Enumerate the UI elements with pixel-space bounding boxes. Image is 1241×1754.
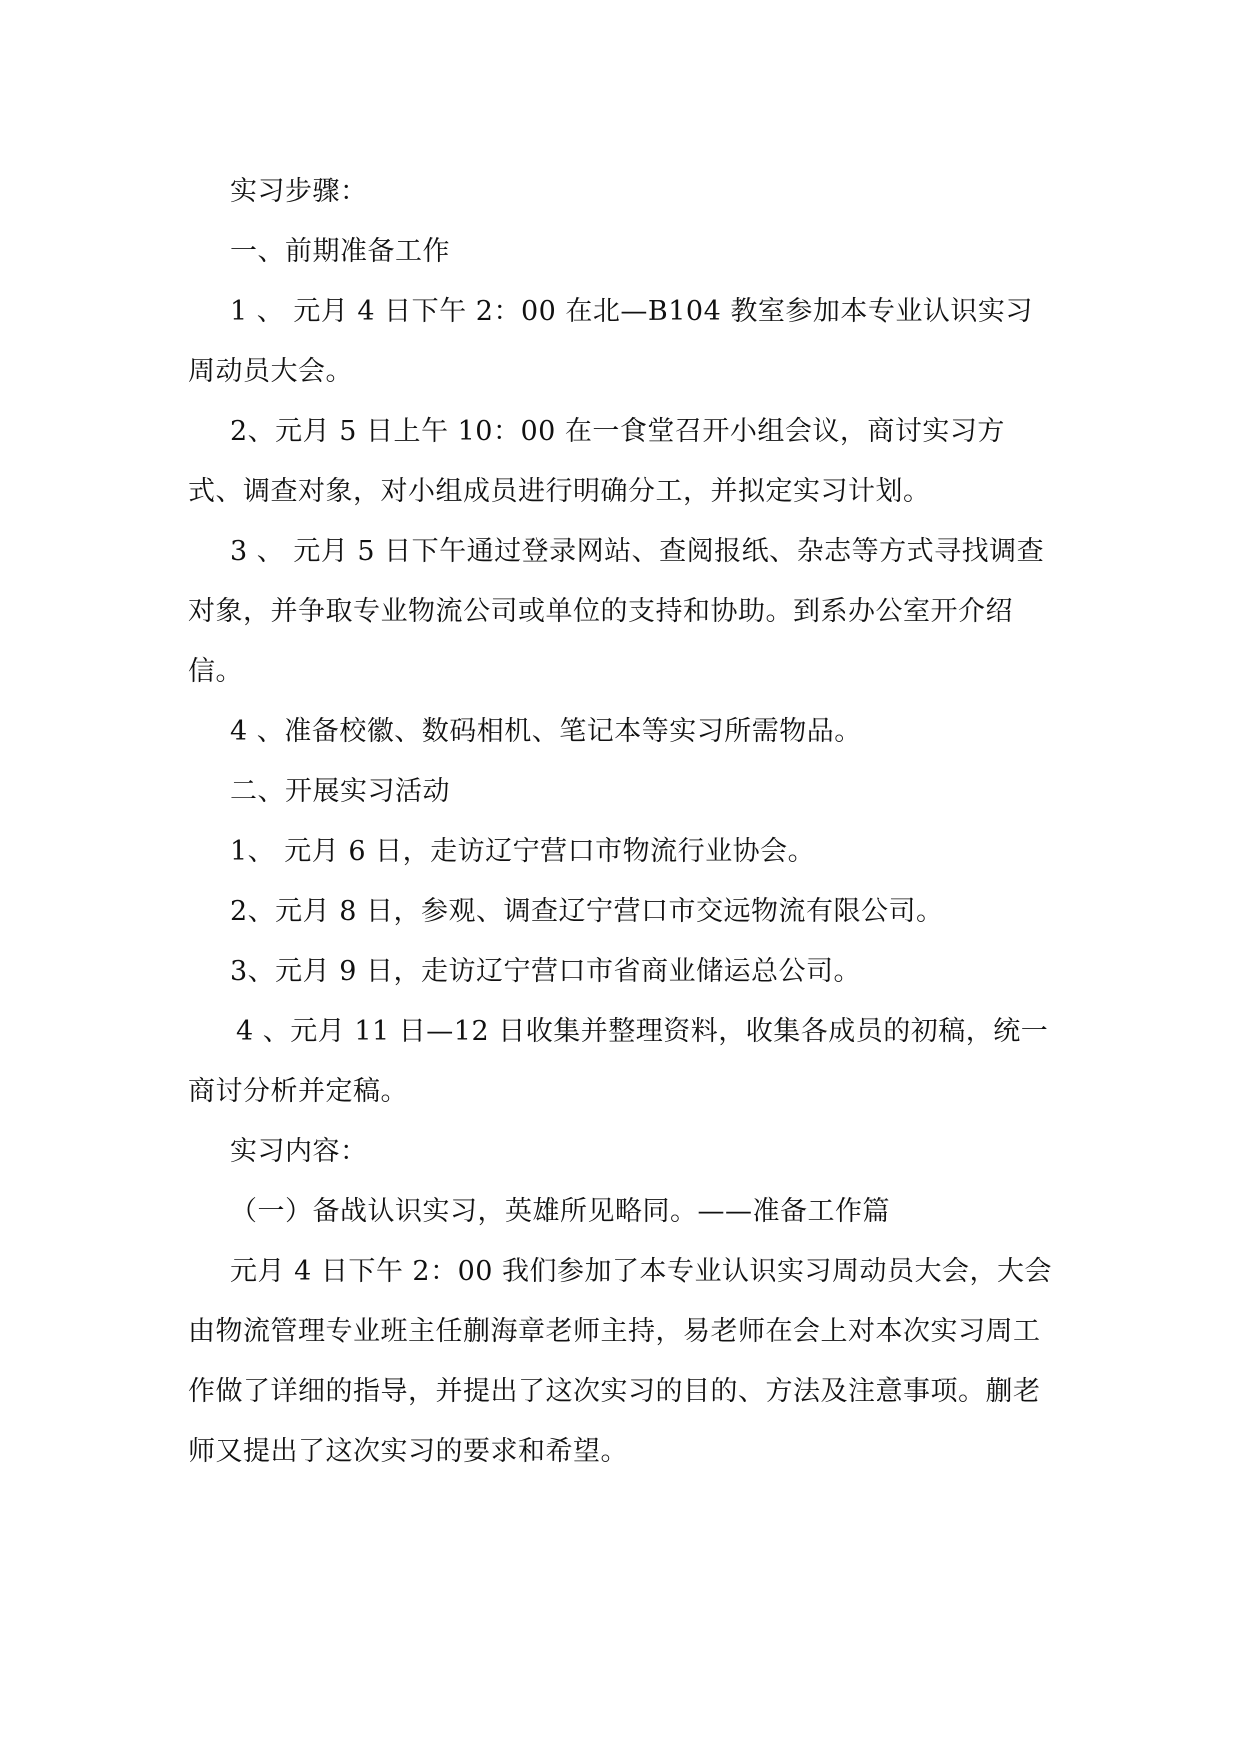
list-item: 2、元月 8 日，参观、调查辽宁营口市交远物流有限公司。 bbox=[230, 896, 944, 927]
list-item: 4 、准备校徽、数码相机、笔记本等实习所需物品。 bbox=[230, 716, 862, 747]
body-paragraph: 元月 4 日下午 2：00 我们参加了本专业认识实习周动员大会，大会由物流管理专业班主任蒯海章老师主持，易老师在会上对本次实习周工作做了详细的指导，并提出了这次实习的目的、方法及注意事项。蒯老师又提出了这次实习的要求和希望。 bbox=[188, 1256, 1053, 1467]
subheading-preparation-chapter: （一）备战认识实习，英雄所见略同。——准备工作篇 bbox=[230, 1196, 890, 1227]
list-item: 1 、 元月 4 日下午 2：00 在北—B104 教室参加本专业认识实习周动员大会。 bbox=[188, 296, 1033, 387]
list-item: 3、元月 9 日，走访辽宁营口市省商业储运总公司。 bbox=[230, 956, 862, 987]
list-item: 3 、 元月 5 日下午通过登录网站、查阅报纸、杂志等方式寻找调查对象，并争取专业物流公司或单位的支持和协助。到系办公室开介绍信。 bbox=[188, 536, 1045, 687]
section-heading-steps: 实习步骤： bbox=[230, 176, 368, 207]
list-item: 4 、元月 11 日—12 日收集并整理资料，收集各成员的初稿，统一商讨分析并定稿。 bbox=[188, 1016, 1049, 1107]
list-item: 2、元月 5 日上午 10：00 在一食堂召开小组会议，商讨实习方式、调查对象，对小组成员进行明确分工，并拟定实习计划。 bbox=[188, 416, 1005, 507]
document-body bbox=[188, 162, 1058, 1482]
list-item: 1、 元月 6 日，走访辽宁营口市物流行业协会。 bbox=[230, 836, 816, 867]
section-heading-content: 实习内容： bbox=[230, 1136, 368, 1167]
subheading-activities: 二、开展实习活动 bbox=[230, 776, 450, 807]
subheading-preparation: 一、前期准备工作 bbox=[230, 236, 450, 267]
